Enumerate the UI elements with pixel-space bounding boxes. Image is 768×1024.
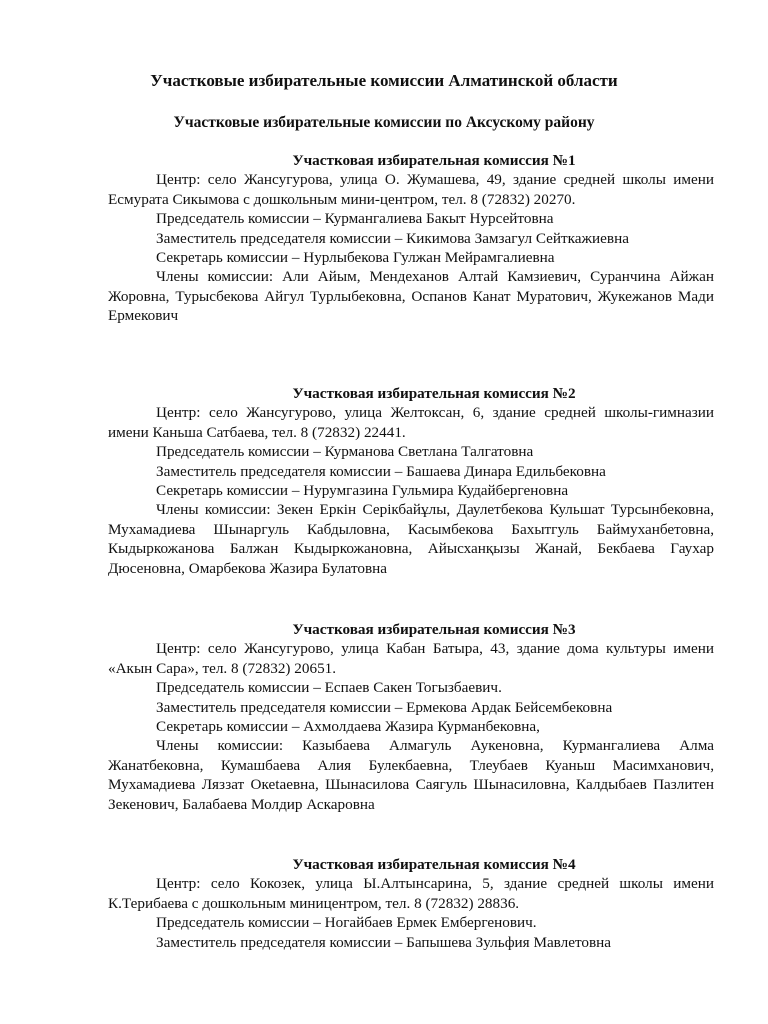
commission-section-2 (108, 384, 714, 578)
commission-members: Члены комиссии: Зекен Еркін Серікбайұлы, Даулетбекова Кульшат Турсынбековна, Мухамадиева Шынаргуль Кабдыловна, Касымбекова Бахытгуль Баймуханбетовна, Кыдыркожанова Балжан Кыдыркожановна, Айысханқызы Жанай, Бекбаева Гаухар Дюсеновна, Омарбекова Жазира Булатовна (108, 501, 714, 577)
commission-section-4 (108, 855, 714, 952)
commission-center: Центр: село Жансугурово, улица Желтоксан, 6, здание средней школы-гимназии имени Каньша Сатбаева, тел. 8 (72832) 22441. (108, 404, 714, 441)
commission-section-3 (108, 620, 714, 814)
document-subtitle: Участковые избирательные комиссии по Аксускому району (173, 114, 595, 131)
commission-deputy: Заместитель председателя комиссии – Ермекова Ардак Бейсембековна (156, 698, 613, 716)
commission-secretary: Секретарь комиссии – Нурумгазина Гульмира Кудайбергеновна (156, 482, 569, 500)
commission-members: Члены комиссии: Али Айым, Мендеханов Алтай Камзиевич, Суранчина Айжан Жоровна, Турысбекова Айгул Турлыбековна, Оспанов Канат Муратович, Жукежанов Мади Ермекович (108, 268, 714, 325)
commission-deputy: Заместитель председателя комиссии – Башаева Динара Едильбековна (156, 462, 606, 480)
commission-heading: Участковая избирательная комиссия №3 (292, 621, 576, 638)
commission-section-1 (108, 151, 714, 326)
commission-chairman: Председатель комиссии – Еспаев Сакен Тогызбаевич. (156, 679, 502, 697)
commission-heading: Участковая избирательная комиссия №4 (292, 856, 576, 873)
commission-center: Центр: село Кокозек, улица Ы.Алтынсарина, 5, здание средней школы имени К.Терибаева с дошкольным миницентром, тел. 8 (72832) 28836. (108, 875, 714, 912)
commission-heading: Участковая избирательная комиссия №2 (292, 385, 576, 402)
document-title: Участковые избирательные комиссии Алматинской области (150, 71, 618, 90)
commission-center: Центр: село Жансугурова, улица О. Жумашева, 49, здание средней школы имени Есмурата Сикымова с дошкольным мини-центром, тел. 8 (72832) 20270. (108, 171, 714, 208)
commission-chairman: Председатель комиссии – Ногайбаев Ермек Ембергенович. (156, 914, 537, 932)
commission-deputy: Заместитель председателя комиссии – Кикимова Замзагул Сейткажиевна (156, 229, 629, 247)
commission-heading: Участковая избирательная комиссия №1 (292, 152, 576, 169)
commission-chairman: Председатель комиссии – Курманова Светлана Талгатовна (156, 443, 534, 461)
commission-members: Члены комиссии: Казыбаева Алмагуль Аукеновна, Курмангалиева Алма Жанатбековна, Кумашбаева Алия Булекбаевна, Тлеубаев Куаньш Масимханович, Мухамадиева Ляззат Океtaевна, Шынасилова Саягуль Шынасиловна, Калдыбаев Пазлитен Зекенович, Балабаева Молдир Аскаровна (108, 737, 714, 813)
commission-chairman: Председатель комиссии – Курмангалиева Бакыт Нурсейтовна (156, 210, 554, 228)
commission-center: Центр: село Жансугурово, улица Кабан Батыра, 43, здание дома культуры имени «Акын Сара», тел. 8 (72832) 20651. (108, 640, 714, 677)
commission-secretary: Секретарь комиссии – Нурлыбекова Гулжан Мейрамгалиевна (156, 249, 555, 267)
commission-deputy: Заместитель председателя комиссии – Бапышева Зульфия Мавлетовна (156, 933, 612, 951)
commission-secretary: Секретарь комиссии – Ахмолдаева Жазира Курманбековна, (156, 718, 540, 736)
